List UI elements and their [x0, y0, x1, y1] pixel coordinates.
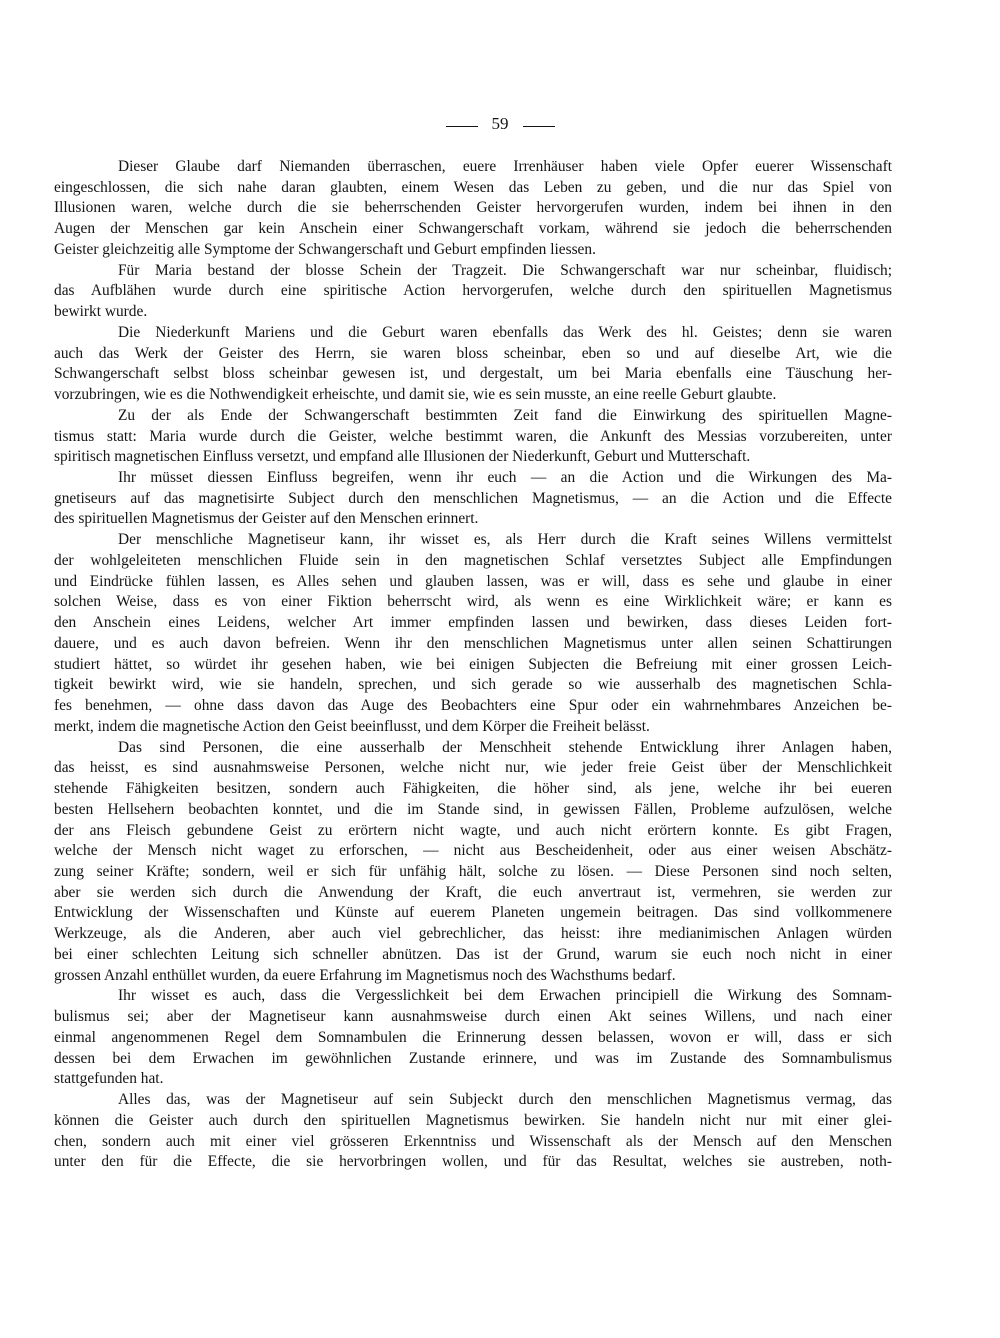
text-line: besten Hellsehern beobachten konntet, und die im Stande sind, in gewissen Fällen, Probleme aufzulösen, welche [54, 800, 892, 818]
text-line: solchen Weise, dass es von einer Fiktion beherrscht wird, als wenn es eine Wirklichkeit wäre; er kann es [54, 593, 892, 611]
text-line: bei einer schlechten Leitung sich schneller abnützen. Das ist der Grund, warum sie euch noch nicht in einer [54, 945, 892, 963]
page-number [0, 114, 1000, 134]
text-line: welche der Mensch nicht waget zu erforschen, — nicht aus Bescheidenheit, oder aus einer weisen Abschätz- [54, 842, 892, 860]
text-line: und Eindrücke fühlen lassen, es Alles sehen und glauben lassen, was er will, dass es sehe und glaube in einer [54, 572, 892, 590]
text-line: Die Niederkunft Mariens und die Geburt waren ebenfalls das Werk des hl. Geistes; denn sie waren [118, 323, 892, 341]
text-line: den Anschein eines Leidens, welcher Art immer empfinden lassen und bewirken, dass dieses Leiden fort- [54, 614, 892, 632]
text-line: bulismus sei; aber der Magnetiseur kann ausnahmsweise durch einen Akt seines Willens, und nach einer [54, 1008, 892, 1026]
text-line: Ihr müsset diessen Einfluss begreifen, wenn ihr euch — an die Action und die Wirkungen des Ma- [118, 469, 892, 487]
text-line: Der menschliche Magnetiseur kann, ihr wisset es, als Herr durch die Kraft seines Willens vermittelst [118, 531, 892, 549]
paragraph [54, 261, 892, 323]
text-line: bewirkt wurde. [54, 303, 148, 321]
text-line: Augen der Menschen gar kein Anschein einer Schwangerschaft vorkam, während sie jedoch die beherrschenden [54, 220, 892, 238]
paragraph [54, 157, 892, 261]
text-line: können die Geister auch durch den spirituellen Magnetismus bewirken. Sie handeln nicht nur mit einer glei- [54, 1111, 892, 1129]
text-line: Das sind Personen, die eine ausserhalb der Menschheit stehende Entwicklung ihrer Anlagen haben, [118, 738, 892, 756]
text-line: das heisst, es sind ausnahmsweise Personen, welche nicht nur, wie jeder freie Geist über der Menschlichkeit [54, 759, 892, 777]
text-line: der ans Fleisch gebundene Geist zu erörtern nicht wagte, und auch nicht erörtern konnte. Es gibt Fragen, [54, 821, 892, 839]
paragraph [54, 986, 892, 1090]
text-line: Werkzeuge, als die Anderen, aber auch viel gebrechlicher, das heisst: ihre medianimischen Anlagen würden [54, 925, 892, 943]
text-line: auch das Werk der Geister des Herrn, sie waren bloss scheinbar, eben so und auf dieselbe Art, wie die [54, 344, 892, 362]
page-number-value: 59 [470, 114, 531, 134]
text-line: dauere, und es auch davon befreien. Wenn ihr den menschlichen Magnetismus unter allen seinen Schattirungen [54, 634, 892, 652]
text-line: Geister gleichzeitig alle Symptome der Schwangerschaft und Geburt empfinden liessen. [54, 240, 596, 258]
text-line: aber sie werden sich durch die Anwendung der Kraft, die euch anvertraut ist, vermehren, sie werden zur [54, 883, 892, 901]
body-text [54, 157, 892, 1173]
text-line: stehende Fähigkeiten besitzen, sondern auch Fähigkeiten, die höher sind, als jene, welche ihr bei eueren [54, 780, 892, 798]
text-line: gnetiseurs auf das magnetisirte Subject durch den menschlichen Magnetismus, — an die Action und die Effecte [54, 489, 892, 507]
text-line: tismus statt: Maria wurde durch die Geister, welche bestimmt waren, die Ankunft des Messias vorzubereiten, unter [54, 427, 892, 445]
text-line: Ihr wisset es auch, dass die Vergesslichkeit bei dem Erwachen principiell die Wirkung des Somnam- [118, 987, 892, 1005]
paragraph [54, 406, 892, 468]
text-line: grossen Anzahl enthüllet wurden, da euere Erfahrung im Magnetismus noch des Wachsthums bedarf. [54, 966, 676, 984]
text-line: Alles das, was der Magnetiseur auf sein Subjeckt durch den menschlichen Magnetismus vermag, das [118, 1091, 892, 1109]
text-line: vorzubringen, wie es die Nothwendigkeit erheischte, und damit sie, wie es sein musste, an eine reelle Geburt glaubte. [54, 386, 777, 404]
text-line: stattgefunden hat. [54, 1070, 164, 1088]
text-line: eingeschlossen, die sich nahe daran glaubten, einem Wesen das Leben zu geben, und die nur das Spiel von [54, 178, 892, 196]
paragraph [54, 323, 892, 406]
text-line: das Aufblähen wurde durch eine spiritische Action hervorgerufen, welche durch den spirituellen Magnetismus [54, 282, 892, 300]
text-line: des spirituellen Magnetismus der Geister auf den Menschen erinnert. [54, 510, 479, 528]
text-line: Dieser Glaube darf Niemanden überraschen, euere Irrenhäuser haben viele Opfer euerer Wissenschaft [118, 158, 892, 175]
text-line: Für Maria bestand der blosse Schein der Tragzeit. Die Schwangerschaft war nur scheinbar, fluidisch; [118, 261, 892, 279]
text-line: studiert hättet, so würdet ihr gesehen haben, wie bei einigen Subjecten die Befreiung mit einer grossen Leich- [54, 655, 892, 673]
text-line: fes benehmen, — ohne dass davon das Auge des Beobachters eine Spur oder ein wahrnehmbares Anzeichen be- [54, 697, 892, 715]
text-line: Schwangerschaft selbst bloss scheinbar gewesen ist, und dergestalt, um bei Maria ebenfalls eine Täuschung her- [54, 365, 892, 383]
text-line: der wohlgeleiteten menschlichen Fluide sein in den magnetischen Schlaf versetztes Subject alle Empfindungen [54, 551, 892, 569]
text-line: unter den für die Effecte, die sie hervorbringen wollen, und für das Resultat, welches sie austreben, noth- [54, 1153, 892, 1171]
paragraph [54, 1090, 892, 1173]
paragraph [54, 738, 892, 987]
text-line: tigkeit bewirkt wird, wie sie handeln, sprechen, und sich gerade so wie ausserhalb des magnetischen Schla- [54, 676, 892, 694]
text-line: dessen bei dem Erwachen im gewöhnlichen Zustande erinnere, und was im Zustande des Somnambulismus [54, 1049, 892, 1067]
text-line: Entwicklung der Wissenschaften und Künste auf euerem Planeten ungemein beitragen. Das sind vollkommenere [54, 904, 892, 922]
text-line: Zu der als Ende der Schwangerschaft bestimmten Zeit fand die Einwirkung des spirituellen Magne- [118, 406, 892, 424]
text-line: Illusionen waren, welche durch die sie beherrschenden Geister hervorgerufen wurden, indem bei ihnen in den [54, 199, 892, 217]
text-line: chen, sondern auch mit einer viel grösseren Erkenntniss und Wissenschaft als der Mensch auf den Menschen [54, 1132, 892, 1150]
paragraph [54, 530, 892, 737]
text-line: spiritisch magnetischen Einfluss versetzt, und empfand alle Illusionen der Niederkunft, Geburt und Mutterschaft. [54, 448, 751, 466]
text-line: merkt, indem die magnetische Action den Geist beeinflusst, und dem Körper die Freiheit belässt. [54, 717, 650, 735]
text-line: einmal angenommenen Regel dem Somnambulen die Erinnerung dessen belassen, wovon er will, dass er sich [54, 1028, 892, 1046]
paragraph [54, 468, 892, 530]
text-line: zung seiner Kräfte; sondern, weil er sich für unfähig hält, solche zu lösen. — Diese Personen sind noch selten, [54, 862, 892, 880]
